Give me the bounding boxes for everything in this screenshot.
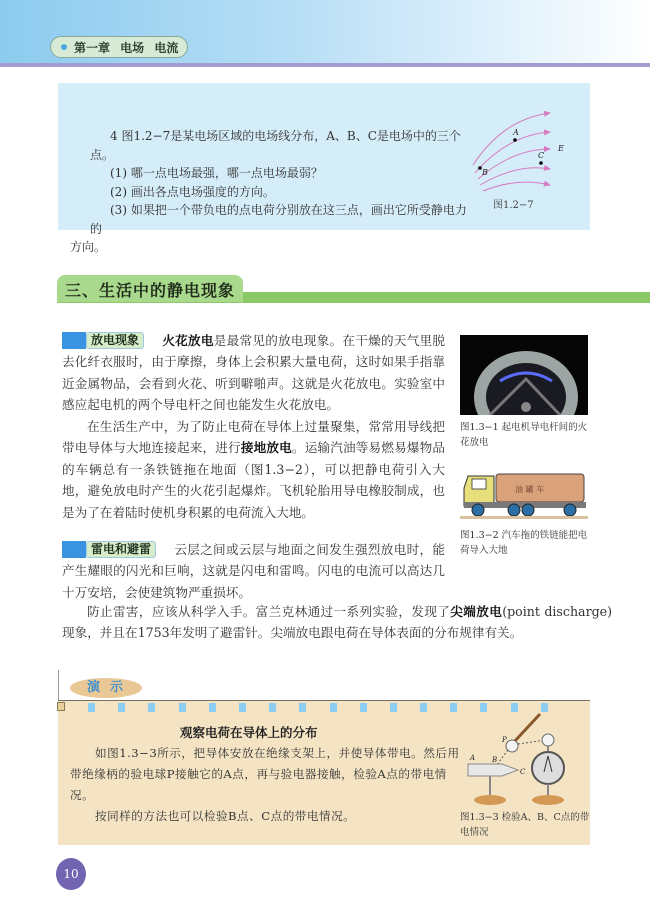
corner-marker: [57, 702, 65, 711]
demo-title: 观察电荷在导体上的分布: [180, 725, 318, 740]
page-number: 10: [56, 858, 86, 890]
spark-paragraph-1: 放电现象 火花放电是最常见的放电现象。在干燥的天气里脱去化纤衣服时，由于摩擦，身体上会积累大量电荷，这时如果手指靠近金属物品，会看到火花、听到噼啪声。这就是火花放电。实验室中感应起电机的两个导电杆之间也能发生火花放电。: [62, 333, 446, 413]
spark-discharge-photo: [460, 335, 588, 415]
chapter-title: 第一章 电场 电流: [74, 40, 179, 55]
svg-text:A: A: [513, 128, 519, 137]
electric-field-lines-figure: [458, 97, 568, 197]
tag-marker: [62, 541, 86, 558]
exercise-text: [70, 127, 470, 257]
chapter-label: [50, 36, 188, 58]
svg-text:C: C: [538, 151, 545, 160]
figure-caption-1-3-2: 图1.3−2 汽车拖的铁链能把电荷导入大地: [460, 530, 588, 556]
figure-caption-1-3-3: 图1.3−3 检验A、B、C点的带电情况: [460, 812, 590, 838]
svg-text:E: E: [558, 144, 564, 153]
section-title: 三、生活中的静电现象: [57, 275, 243, 302]
lightning-paragraph-2: 防止雷害，应该从科学入手。富兰克林通过一系列实验，发现了尖端放电(point discharge) 现象，并且在1753年发明了避雷针。尖端放电跟电荷在导体表面的分布规律有关。: [62, 604, 613, 641]
question-4-3: (3) 如果把一个带负电的点电荷分别放在这三点，画出它所受静电力的: [90, 203, 467, 236]
figure-caption-1-3-1: 图1.3−1 起电机导电杆间的火花放电: [460, 422, 588, 448]
svg-text:B: B: [482, 168, 488, 177]
question-4-3-cont: 方向。: [70, 240, 107, 254]
spark-paragraph-2: 在生活生产中，为了防止电荷在导体上过量聚集，常常用导线把带电导体与大地连接起来，进行接地放电。运输汽油等易燃易爆物品的车辆总有一条铁链拖在地面（图1.3−2），可以把静电荷引入大地，避免放电时产生的火花引起爆炸。飞机轮胎用导电橡胶制成，也是为了在着陆时使机身积累的电荷流入大地。: [62, 419, 446, 520]
term-point-discharge: 尖端放电: [450, 604, 503, 619]
term-spark: 火花放电: [162, 333, 214, 348]
tag-lightning: 雷电和避雷: [62, 541, 156, 558]
svg-text:B: B: [492, 756, 498, 764]
bullet-icon: [61, 44, 67, 50]
question-4: 4 图1.2−7是某电场区域的电场线分布，A、B、C是电场中的三个点。: [90, 129, 461, 162]
question-4-1: (1) 哪一点电场最强，哪一点电场最弱？: [110, 166, 323, 180]
exercise-box: [58, 83, 590, 254]
svg-text:油 罐 车: 油 罐 车: [515, 485, 545, 494]
tag-marker: [62, 332, 86, 349]
question-4-2: (2) 画出各点电场强度的方向。: [110, 184, 275, 199]
figure-caption: 图1.2−7: [493, 200, 534, 211]
demo-paragraph-1: 如图1.3−3所示，把导体安放在绝缘支架上，并使导体带电。然后用带绝缘柄的验电球P接触它的A点，再与验电器接触，检验A点的带电情况。: [70, 746, 460, 802]
tag-spark-discharge: 放电现象: [62, 332, 144, 349]
charge-distribution-figure: [460, 712, 572, 810]
demo-paragraph-2: 按同样的方法也可以检验B点、C点的带电情况。: [95, 809, 356, 823]
svg-text:A: A: [470, 754, 476, 762]
lightning-paragraph-1: 雷电和避雷 云层之间或云层与地面之间发生强烈放电时，能产生耀眼的闪光和巨响，这就是闪电和雷鸣。闪电的电流可以高达几十万安培，会使建筑物严重损坏。: [62, 542, 445, 600]
term-grounding: 接地放电: [240, 440, 292, 456]
section-header: [57, 275, 650, 302]
svg-text:C: C: [520, 768, 526, 776]
svg-text:P: P: [502, 736, 507, 744]
demo-text: [70, 743, 460, 827]
dotted-border: [88, 703, 548, 712]
header-divider: [0, 63, 650, 67]
tanker-truck-illustration: [460, 468, 588, 520]
demo-badge: 演示: [70, 678, 142, 698]
